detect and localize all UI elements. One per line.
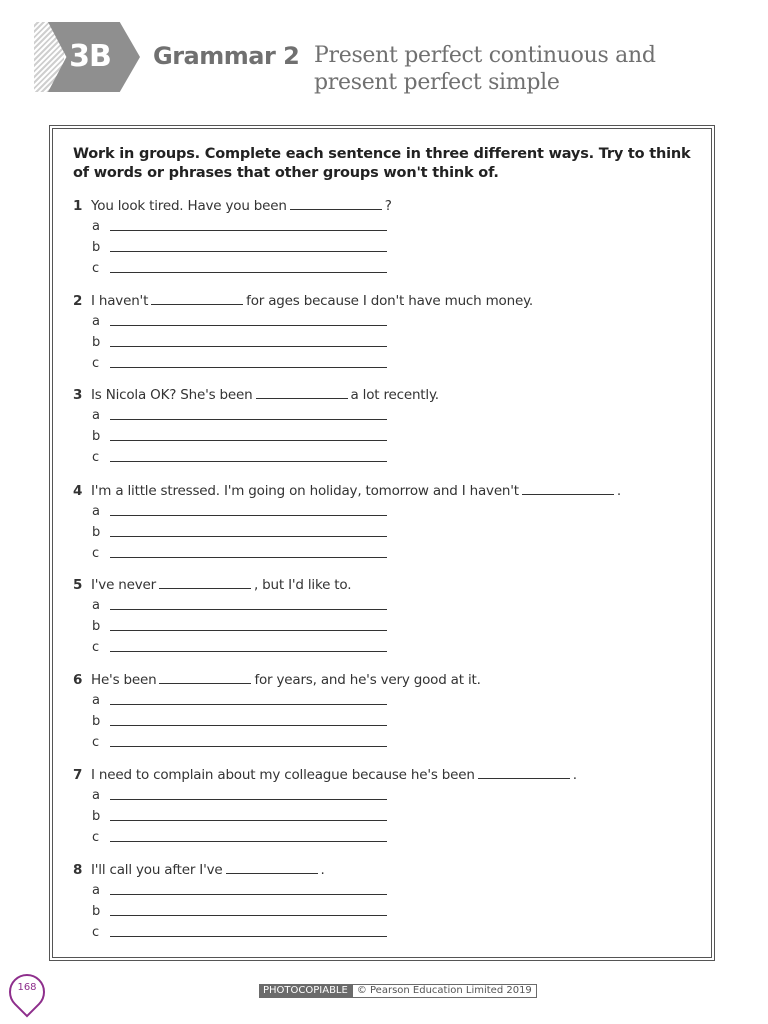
answer-line[interactable] — [110, 799, 387, 800]
question-number: 6 — [73, 672, 83, 688]
option-letter: c — [92, 261, 100, 276]
option-row-b — [73, 522, 693, 543]
option-row-a — [73, 405, 693, 426]
option-row-c — [73, 543, 693, 564]
option-letter: c — [92, 830, 100, 845]
answer-blank[interactable] — [478, 765, 570, 779]
question-text-after: a lot recently. — [350, 387, 439, 403]
question-number: 2 — [73, 293, 83, 309]
question-text-before: I haven't — [91, 293, 149, 309]
unit-code: 3B — [69, 39, 111, 74]
footer — [259, 984, 537, 998]
answer-line[interactable] — [110, 915, 387, 916]
option-letter: a — [92, 883, 100, 898]
answer-line[interactable] — [110, 346, 387, 347]
option-row-a — [73, 216, 693, 237]
question-3 — [73, 385, 693, 468]
exercise-frame — [49, 125, 715, 961]
copyright-notice: © Pearson Education Limited 2019 — [352, 984, 537, 998]
answer-line[interactable] — [110, 325, 387, 326]
answer-line[interactable] — [110, 936, 387, 937]
answer-blank[interactable] — [159, 575, 251, 589]
option-letter: a — [92, 504, 100, 519]
answer-blank[interactable] — [256, 385, 348, 399]
question-7 — [73, 765, 693, 848]
option-row-b — [73, 711, 693, 732]
answer-line[interactable] — [110, 894, 387, 895]
answer-blank[interactable] — [151, 291, 243, 305]
answer-blank[interactable] — [522, 481, 614, 495]
option-letter: a — [92, 598, 100, 613]
option-row-a — [73, 880, 693, 901]
option-letter: b — [92, 619, 101, 634]
option-row-b — [73, 806, 693, 827]
question-text-after: . — [320, 862, 325, 878]
option-row-a — [73, 311, 693, 332]
answer-line[interactable] — [110, 841, 387, 842]
answer-line[interactable] — [110, 440, 387, 441]
question-text-before: I've never — [91, 577, 156, 593]
option-row-b — [73, 901, 693, 922]
question-text-after: for years, and he's very good at it. — [254, 672, 481, 688]
option-row-a — [73, 595, 693, 616]
question-text-before: I need to complain about my colleague because he's been — [91, 767, 475, 783]
question-text-before: I'll call you after I've — [91, 862, 223, 878]
option-letter: b — [92, 240, 101, 255]
question-8 — [73, 860, 693, 943]
question-number: 3 — [73, 387, 83, 403]
question-stem — [73, 765, 693, 785]
question-2 — [73, 291, 693, 374]
answer-line[interactable] — [110, 515, 387, 516]
exercise-frame-inner — [52, 128, 712, 958]
answer-line[interactable] — [110, 630, 387, 631]
answer-line[interactable] — [110, 746, 387, 747]
question-text-before: I'm a little stressed. I'm going on holiday, tomorrow and I haven't — [91, 483, 519, 499]
answer-line[interactable] — [110, 609, 387, 610]
option-letter: c — [92, 925, 100, 940]
option-row-a — [73, 690, 693, 711]
question-text-after: . — [616, 483, 621, 499]
page-number: 168 — [17, 982, 37, 993]
option-letter: a — [92, 219, 100, 234]
answer-blank[interactable] — [159, 670, 251, 684]
answer-line[interactable] — [110, 557, 387, 558]
question-5 — [73, 575, 693, 658]
option-row-c — [73, 827, 693, 848]
option-row-c — [73, 447, 693, 468]
question-number: 8 — [73, 862, 83, 878]
question-stem — [73, 860, 693, 880]
option-letter: b — [92, 904, 101, 919]
option-row-b — [73, 426, 693, 447]
question-number: 5 — [73, 577, 83, 593]
question-number: 7 — [73, 767, 83, 783]
answer-line[interactable] — [110, 651, 387, 652]
page-subtitle: Present perfect continuous and present perfect simple — [314, 43, 656, 95]
answer-line[interactable] — [110, 461, 387, 462]
answer-line[interactable] — [110, 820, 387, 821]
answer-line[interactable] — [110, 536, 387, 537]
question-6 — [73, 670, 693, 753]
answer-blank[interactable] — [226, 860, 318, 874]
option-letter: b — [92, 429, 101, 444]
option-letter: b — [92, 809, 101, 824]
question-stem — [73, 481, 693, 501]
option-letter: c — [92, 546, 100, 561]
option-letter: c — [92, 640, 100, 655]
option-row-c — [73, 353, 693, 374]
answer-line[interactable] — [110, 725, 387, 726]
instructions: Work in groups. Complete each sentence in three different ways. Try to think of words or phrases that other groups won't think of. — [73, 146, 691, 181]
option-row-b — [73, 616, 693, 637]
option-letter: b — [92, 335, 101, 350]
unit-badge — [34, 22, 140, 92]
answer-line[interactable] — [110, 272, 387, 273]
question-text-before: Is Nicola OK? She's been — [91, 387, 253, 403]
page-title: Grammar 2 — [153, 42, 300, 70]
question-1 — [73, 196, 693, 279]
answer-line[interactable] — [110, 704, 387, 705]
option-row-c — [73, 732, 693, 753]
option-letter: a — [92, 693, 100, 708]
option-row-c — [73, 922, 693, 943]
answer-blank[interactable] — [290, 196, 382, 210]
question-number: 1 — [73, 198, 83, 214]
question-stem — [73, 385, 693, 405]
option-letter: a — [92, 314, 100, 329]
option-row-c — [73, 258, 693, 279]
option-row-a — [73, 785, 693, 806]
question-text-after: ? — [384, 198, 392, 214]
option-row-c — [73, 637, 693, 658]
question-stem — [73, 575, 693, 595]
option-letter: c — [92, 356, 100, 371]
question-text-before: He's been — [91, 672, 157, 688]
question-4 — [73, 481, 693, 564]
answer-line[interactable] — [110, 230, 387, 231]
question-text-after: for ages because I don't have much money. — [246, 293, 534, 309]
photocopiable-label: PHOTOCOPIABLE — [259, 984, 352, 998]
question-number: 4 — [73, 483, 83, 499]
answer-line[interactable] — [110, 367, 387, 368]
option-letter: a — [92, 408, 100, 423]
option-letter: b — [92, 714, 101, 729]
option-letter: a — [92, 788, 100, 803]
option-letter: c — [92, 450, 100, 465]
answer-line[interactable] — [110, 251, 387, 252]
answer-line[interactable] — [110, 419, 387, 420]
question-stem — [73, 670, 693, 690]
question-text-after: . — [572, 767, 577, 783]
question-stem — [73, 291, 693, 311]
option-letter: c — [92, 735, 100, 750]
question-stem — [73, 196, 693, 216]
option-row-a — [73, 501, 693, 522]
question-text-after: , but I'd like to. — [254, 577, 352, 593]
option-letter: b — [92, 525, 101, 540]
question-text-before: You look tired. Have you been — [91, 198, 287, 214]
option-row-b — [73, 332, 693, 353]
option-row-b — [73, 237, 693, 258]
